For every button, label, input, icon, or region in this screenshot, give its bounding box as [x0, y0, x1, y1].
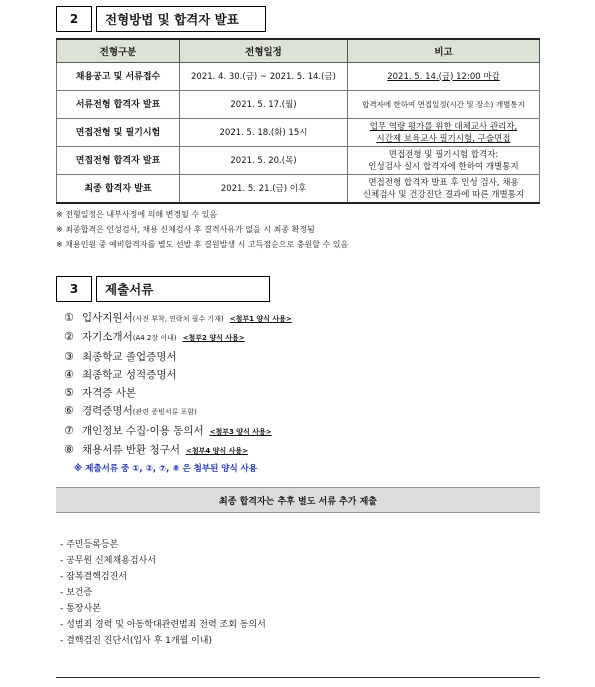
documents-note: ※ 제출서류 중 ①, ②, ⑦, ⑧ 은 첨부된 양식 사용 — [74, 464, 258, 475]
item-name: 경력증명서 — [82, 405, 133, 418]
item-number: ⑦ — [64, 423, 74, 437]
list-item: - 공무원 신체채용검사서 — [60, 556, 156, 566]
required-documents-list — [64, 309, 292, 479]
item-attachment: <첨부4 양식 사용> — [185, 447, 249, 456]
list-item: - 잠복결핵검진서 — [60, 572, 127, 582]
item-number: ⑥ — [64, 404, 74, 418]
item-number: ① — [64, 311, 74, 324]
row-note — [348, 91, 540, 119]
list-item — [64, 422, 292, 441]
item-name: 채용서류 반환 청구서 — [82, 444, 180, 457]
item-name: 최종학교 성적증명서 — [82, 368, 177, 381]
section-3-header — [56, 276, 270, 302]
row-note-line: 시간제 보육교사 필기시험, 구술면접 — [376, 133, 511, 144]
row-note — [348, 63, 540, 91]
list-item: - 성범죄 경력 및 아동학대관련범죄 전력 조회 동의서 — [60, 620, 266, 630]
list-item: - 결핵검진 진단서(입사 후 1개월 이내) — [60, 636, 213, 646]
table-row — [57, 91, 540, 119]
section-2-title: 전형방법 및 합격자 발표 — [96, 6, 266, 32]
table-row — [57, 119, 540, 147]
row-note-line: 면접전형 합격자 발표 후 인성 검사, 채용 — [368, 177, 519, 188]
row-note-line: 면접전형 및 필기시험 합격자: — [388, 149, 499, 160]
list-item — [64, 309, 292, 328]
table-row — [57, 147, 540, 175]
row-note-line: 신체검사 및 건강진단 결과에 따른 개별통지 — [362, 189, 525, 200]
list-item — [64, 402, 292, 421]
item-detail: (A4 2장 이내) — [132, 334, 177, 343]
item-name: 입사지원서 — [82, 312, 133, 324]
additional-documents-list — [60, 537, 266, 649]
item-detail: (관련 증빙서류 포함) — [132, 408, 197, 417]
row-note-line: 2021. 5. 14.(금) 12:00 마감 — [387, 71, 500, 82]
item-attachment: <첨부3 양식 사용> — [209, 427, 272, 436]
row-note — [348, 119, 540, 147]
row-schedule: 2021. 4. 30.(금) ~ 2021. 5. 14.(금) — [180, 63, 348, 91]
section-3-number: 3 — [56, 276, 92, 302]
list-item — [64, 348, 292, 366]
row-note — [348, 175, 540, 204]
list-item — [64, 328, 292, 347]
row-note-line: 합격자에 한하여 면접일정(시간 및 장소) 개별통지 — [362, 99, 525, 109]
row-note — [348, 147, 540, 175]
item-number: ② — [64, 330, 74, 344]
section-3-title: 제출서류 — [96, 276, 270, 302]
schedule-table — [56, 38, 540, 204]
documents-note-row — [64, 460, 292, 478]
item-attachment: <첨부2 양식 사용> — [182, 334, 245, 343]
row-schedule: 2021. 5. 21.(금) 이후 — [180, 175, 348, 204]
row-schedule: 2021. 5. 17.(월) — [180, 91, 348, 119]
row-category: 최종 합격자 발표 — [57, 175, 180, 204]
item-number: ⑤ — [64, 386, 74, 400]
item-name: 자기소개서 — [82, 331, 133, 344]
list-item: - 보건증 — [60, 588, 93, 598]
list-item: - 통장사본 — [60, 604, 101, 614]
item-attachment: <첨부1 양식 사용> — [229, 315, 292, 323]
row-note-line: 업무 역량 평가를 위한 대체교사 관리자, — [369, 121, 518, 132]
item-name: 자격증 사본 — [82, 387, 137, 400]
row-schedule: 2021. 5. 20.(목) — [180, 147, 348, 175]
schedule-notes — [56, 207, 348, 252]
table-header-row — [57, 39, 540, 63]
column-header-note: 비고 — [348, 39, 540, 63]
section-2-number: 2 — [56, 6, 92, 32]
row-category: 면접전형 및 필기시험 — [57, 119, 180, 147]
item-number: ③ — [64, 349, 74, 363]
list-item: - 주민등록등본 — [60, 540, 119, 550]
table-row — [57, 63, 540, 91]
note-line: ※ 전형일정은 내부사정에 의해 변경될 수 있음 — [56, 210, 218, 219]
row-category: 서류전형 합격자 발표 — [57, 91, 180, 119]
item-name: 개인정보 수집·이용 동의서 — [82, 424, 204, 437]
column-header-schedule: 전형일정 — [180, 39, 348, 63]
note-line: ※ 채용인원 중 예비합격자를 별도 선발 후 결원발생 시 고득점순으로 충원할 수 있음 — [56, 240, 349, 249]
row-note-line: 인성검사 실시 합격자에 한하여 개별통지 — [368, 161, 519, 172]
row-category: 채용공고 및 서류접수 — [57, 63, 180, 91]
item-name: 최종학교 졸업증명서 — [82, 350, 177, 363]
row-category: 면접전형 합격자 발표 — [57, 147, 180, 175]
item-number: ⑧ — [64, 443, 74, 457]
note-line: ※ 최종합격은 인성검사, 채용 신체검사 후 결격사유가 없을 시 최종 확정됨 — [56, 225, 315, 234]
section-2-header — [56, 6, 266, 32]
column-header-category: 전형구분 — [57, 39, 180, 63]
additional-documents-banner: 최종 합격자는 추후 별도 서류 추가 제출 — [56, 487, 540, 513]
list-item — [64, 366, 292, 384]
item-detail: (사진 부착, 연락처 필수 기재) — [132, 315, 224, 323]
list-item — [64, 441, 292, 460]
table-row — [57, 175, 540, 204]
row-schedule: 2021. 5. 18.(화) 15시 — [180, 119, 348, 147]
divider — [56, 677, 540, 678]
list-item — [64, 384, 292, 402]
item-number: ④ — [64, 367, 74, 381]
